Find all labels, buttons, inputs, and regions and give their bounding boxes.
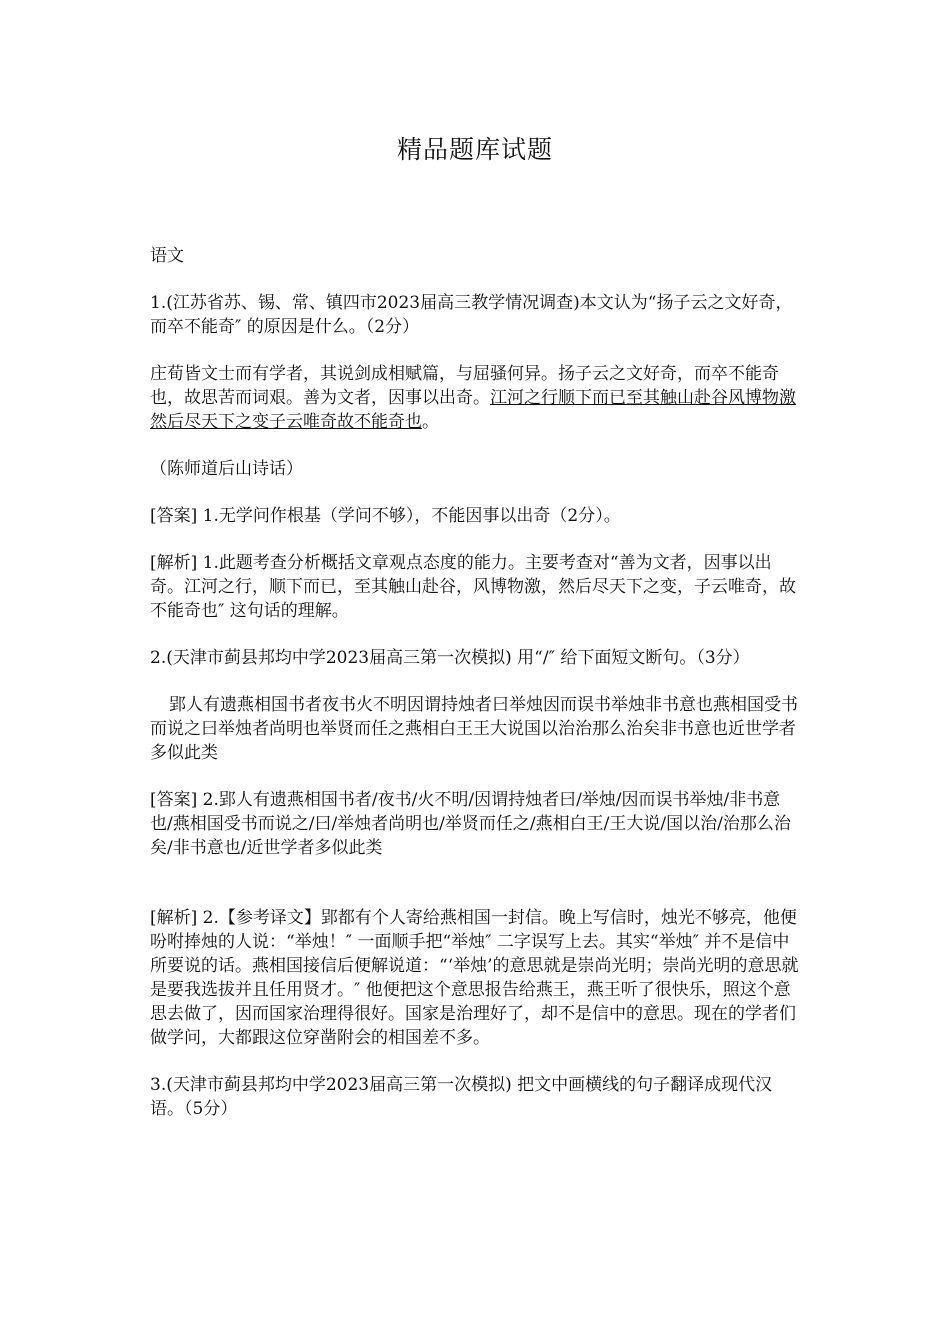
question-2: 2.(天津市蓟县邦均中学2023届高三第一次模拟) 用“/″ 给下面短文断句。（3分） <box>150 648 750 668</box>
passage-source: （陈师道后山诗话） <box>150 459 303 479</box>
question-1: 1.(江苏省苏、锡、常、镇四市2023届高三教学情况调查)本文认为“扬子云之文好奇，而卒不能奇″ 的原因是什么。（2分） <box>150 293 793 337</box>
passage-end: 。 <box>422 412 439 432</box>
answer-2: [答案] 2.郢人有遗燕相国书者/夜书/火不明/因谓持烛者曰/举烛/因而误书举烛/非书意也/燕相国受书而说之/曰/举烛者尚明也/举贤而任之/燕相白王/王大说/国以治/治那么治矣/非书意也/近世学者多似此类 <box>150 790 791 858</box>
analysis-2: [解析] 2.【参考译文】郢都有个人寄给燕相国一封信。晚上写信时，烛光不够亮，他便吩咐捧烛的人说：“举烛！″ 一面顺手把“举烛″ 二字误写上去。其实“举烛″ 并不是信中所要说的话。燕相国接信后便解说道：“‘举烛’的意思就是崇尚光明；崇尚光明的意思就是要我选拔并且任用贤才。″ 他便把这个意思报告给燕王，燕王听了很快乐，照这个意思去做了，因而国家治理得很好。国家是治理好了，却不是信中的意思。现在的学者们做学问，大都跟这位穿凿附会的相国差不多。 <box>150 908 799 1048</box>
subject-label: 语文 <box>150 246 184 266</box>
page-title: 精品题库试题 <box>396 135 553 164</box>
answer-1: [答案] 1.无学问作根基（学问不够），不能因事以出奇（2分）。 <box>150 506 621 526</box>
question-1-passage <box>150 362 800 434</box>
underlined-sentence: 江河之行顺下而已至其触山赴谷风博物激然后尽天下之变子云唯奇故不能奇也 <box>150 388 796 432</box>
document-body <box>150 244 800 1144</box>
passage-text: 庄荀皆文士而有学者，其说剑成相赋篇，与屈骚何异。扬子云之文好奇，而卒不能奇也，故思苦而词艰。善为文者，因事以出奇。 <box>150 364 779 408</box>
analysis-1: [解析] 1.此题考查分析概括文章观点态度的能力。主要考查对“善为文者，因事以出奇。江河之行，顺下而已，至其触山赴谷，风博物激，然后尽天下之变，子云唯奇，故不能奇也″ 这句话的理解。 <box>150 553 796 621</box>
question-3: 3.(天津市蓟县邦均中学2023届高三第一次模拟) 把文中画横线的句子翻译成现代汉语。（5分） <box>150 1075 773 1119</box>
question-2-passage: 郢人有遗燕相国书者夜书火不明因谓持烛者曰举烛因而误书举烛非书意也燕相国受书而说之曰举烛者尚明也举贤而任之燕相白王王大说国以治治那么治矣非书意也近世学者多似此类 <box>150 695 798 763</box>
